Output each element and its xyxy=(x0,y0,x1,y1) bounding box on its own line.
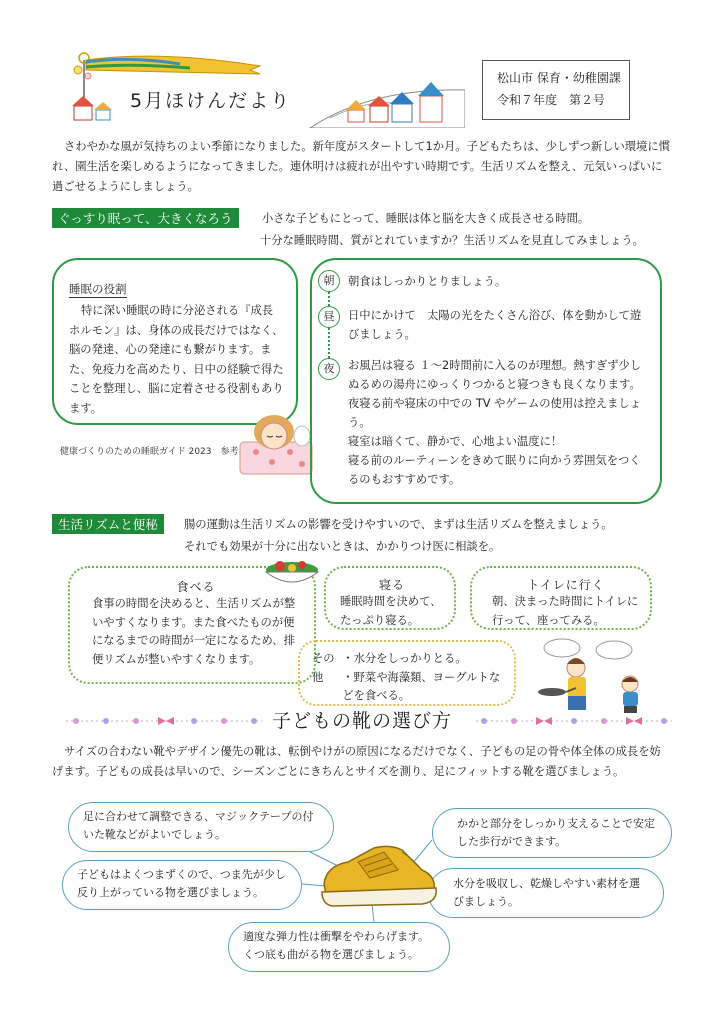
night-text-block xyxy=(348,356,650,489)
other-tips-food: ・野菜や海藻類、ヨーグルトなどを食べる。 xyxy=(342,670,501,702)
sleep-role-text: 特に深い睡眠の時に分泌される『成長ホルモン』は、身体の成長だけではなく、脳の発達、心の発達にも繋がります。また、免疫力を高めたり、日中の経験で得たことを整理し、脳に定着させる役割もあります。 xyxy=(69,304,284,415)
sleep-role-box xyxy=(52,258,298,425)
child-shoe-illustration xyxy=(318,836,440,912)
noon-text: 日中にかけて 太陽の光をたくさん浴び、体を動かして遊びましょう。 xyxy=(348,309,642,341)
night-bath-text: お風呂は寝る １～2時間前に入るのが理想。熱すぎず少しぬるめの湯舟にゆっくりつかると寝つきも良くなります。 xyxy=(348,359,642,391)
night-badge: 夜 xyxy=(318,358,340,380)
salad-bowl-icon xyxy=(262,556,322,588)
sleep-intro-line: 十分な睡眠時間、質がとれていますか？生活リズムを見直してみましょう。 xyxy=(260,234,644,247)
tip-bubble-sole: 適度な弾力性は衝撃をやわらげます。くつ底も曲がる物を選びましょう。 xyxy=(228,922,450,972)
other-tips-card xyxy=(298,640,516,706)
shoes-paragraph: サイズの合わない靴やデザイン優先の靴は、転倒やけがの原因になるだけでなく、子どもの足の骨や体全体の成長を妨げます。子どもの成長は早いので、シーズンごとにきちんとサイズを測り、足にフィットする靴を選びましょう。 xyxy=(52,745,661,778)
sleep-guide-credit: 健康づくりのための睡眠ガイド 2023 参考 xyxy=(60,447,239,457)
section-heading-sleep: ぐっすり眠って、大きくなろう xyxy=(52,208,239,228)
eat-card-text: 食事の時間を決めると、生活リズムが整いやすくなります。また食べたものが便になるまでの時間が一定になるため、排便リズムが整いやすくなります。 xyxy=(92,597,296,666)
eat-card-title: 食べる xyxy=(176,580,216,594)
rhythm-intro-line: それでも効果が十分に出ないときは、かかりつけ医に相談を。 xyxy=(184,540,501,553)
night-screen-text: 夜寝る前や寝床の中での TV やゲームの使用は控えましょう。 xyxy=(348,397,641,429)
decorative-ribbon-line xyxy=(476,714,672,728)
other-tips-water: ・水分をしっかりとる。 xyxy=(342,652,467,665)
toilet-card xyxy=(470,566,652,630)
sleeping-child-illustration xyxy=(238,406,314,476)
tip-bubble-velcro: 足に合わせて調整できる、マジックテープの付いた靴などがよいでしょう。 xyxy=(68,802,334,852)
noon-badge: 昼 xyxy=(318,306,340,328)
section-heading-shoes: 子どもの靴の選び方 xyxy=(272,710,453,732)
cooking-family-illustration xyxy=(532,636,664,714)
issuer-box xyxy=(482,60,630,120)
section-heading-rhythm: 生活リズムと便秘 xyxy=(52,514,164,534)
tip-bubble-toe: 子どもはよくつまずくので、つま先が少し反り上がっている物を選びましょう。 xyxy=(62,860,302,910)
sleep-card-title: 寝る xyxy=(378,578,405,592)
toilet-card-text: 朝、決まった時間にトイレに行って、座ってみる。 xyxy=(492,595,639,627)
night-routine-text: 寝る前のルーティーンをきめて眠りに向かう雰囲気をつくるのもおすすめです。 xyxy=(348,454,641,486)
rhythm-intro-line: 腸の運動は生活リズムの影響を受けやすいので、まずは生活リズムを整えましょう。 xyxy=(184,518,613,531)
sleep-card-text: 睡眠時間を決めて、たっぷり寝る。 xyxy=(340,595,442,627)
tip-bubble-material: 水分を吸収し、乾燥しやすい素材を選びましょう。 xyxy=(428,868,664,918)
decorative-ribbon-line xyxy=(66,714,262,728)
intro-paragraph: さわやかな風が気持ちのよい季節になりました。新年度がスタートして1か月。子どもたちは、少しずつ新しい環境に慣れ、園生活を楽しめるようになってきました。連休明けは疲れが出やすい時期です。生活リズムを整え、元気いっぱいに過ごせるようにしましょう。 xyxy=(52,140,670,193)
tip-bubble-heel: かかと部分をしっかり支えることで安定した歩行ができます。 xyxy=(432,808,672,858)
night-room-text: 寝室は暗くて、静かで、心地よい温度に！ xyxy=(348,435,563,448)
newsletter-title: 5月ほけんだより xyxy=(130,90,292,112)
other-tips-label: その他 xyxy=(312,652,335,684)
morning-text: 朝食はしっかりとりましょう。 xyxy=(348,275,507,288)
issue-number: 令和７年度 第２号 xyxy=(497,93,606,107)
sleep-role-title: 睡眠の役割 xyxy=(69,282,127,296)
sleep-intro-line: 小さな子どもにとって、睡眠は体と脳を大きく成長させる時間。 xyxy=(262,212,590,225)
toilet-card-title: トイレに行く xyxy=(527,578,605,592)
morning-badge: 朝 xyxy=(318,270,340,292)
sleep-card xyxy=(324,566,456,630)
issuer-name: 松山市 保育・幼稚園課 xyxy=(497,71,621,85)
